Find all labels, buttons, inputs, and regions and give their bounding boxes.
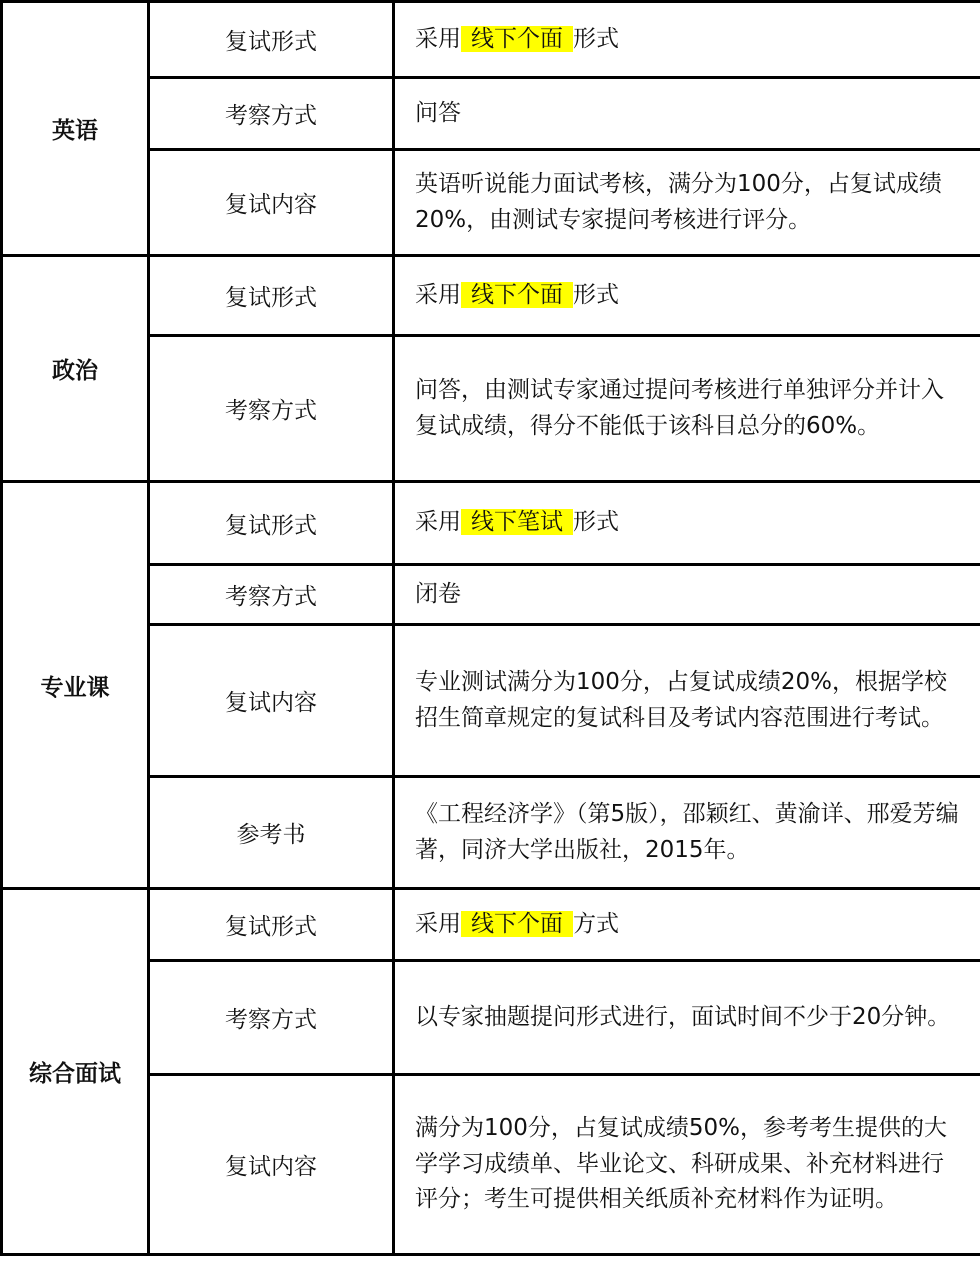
value-suffix: 形式 <box>573 25 619 52</box>
item-value: 问答 <box>394 78 980 150</box>
value-suffix: 形式 <box>573 281 619 308</box>
table-row <box>2 777 980 889</box>
item-label: 考察方式 <box>149 565 394 625</box>
item-value <box>394 482 980 565</box>
table-row <box>2 625 980 777</box>
highlight-mark: 线下个面 <box>461 282 573 308</box>
item-value: 专业测试满分为100分，占复试成绩20%，根据学校招生简章规定的复试科目及考试内容范围进行考试。 <box>394 625 980 777</box>
item-value: 以专家抽题提问形式进行，面试时间不少于20分钟。 <box>394 961 980 1075</box>
item-value <box>394 2 980 78</box>
item-label: 考察方式 <box>149 961 394 1075</box>
subject-cell: 英语 <box>2 2 149 256</box>
item-label: 复试形式 <box>149 2 394 78</box>
table-row <box>2 256 980 336</box>
highlight-mark: 线下笔试 <box>461 509 573 535</box>
item-value <box>394 889 980 961</box>
table-row <box>2 565 980 625</box>
item-value <box>394 256 980 336</box>
item-label: 参考书 <box>149 777 394 889</box>
table-row <box>2 1075 980 1255</box>
subject-cell: 综合面试 <box>2 889 149 1255</box>
item-label: 复试形式 <box>149 482 394 565</box>
table-row <box>2 2 980 78</box>
item-label: 考察方式 <box>149 336 394 482</box>
value-prefix: 采用 <box>415 509 461 536</box>
highlight-mark: 线下个面 <box>461 26 573 52</box>
item-value: 英语听说能力面试考核，满分为100分，占复试成绩20%，由测试专家提问考核进行评分。 <box>394 150 980 256</box>
table-row <box>2 336 980 482</box>
item-value: 满分为100分，占复试成绩50%，参考考生提供的大学学习成绩单、毕业论文、科研成果、补充材料进行评分；考生可提供相关纸质补充材料作为证明。 <box>394 1075 980 1255</box>
item-label: 复试形式 <box>149 889 394 961</box>
value-suffix: 形式 <box>573 509 619 536</box>
value-prefix: 采用 <box>415 281 461 308</box>
item-value: 《工程经济学》（第5版），邵颖红、黄渝详、邢爱芳编著，同济大学出版社，2015年。 <box>394 777 980 889</box>
item-label: 复试内容 <box>149 1075 394 1255</box>
subject-cell: 政治 <box>2 256 149 482</box>
item-label: 复试内容 <box>149 150 394 256</box>
value-suffix: 方式 <box>573 910 619 937</box>
subject-cell: 专业课 <box>2 482 149 889</box>
item-value: 问答，由测试专家通过提问考核进行单独评分并计入复试成绩，得分不能低于该科目总分的60%。 <box>394 336 980 482</box>
item-label: 考察方式 <box>149 78 394 150</box>
item-label: 复试内容 <box>149 625 394 777</box>
value-prefix: 采用 <box>415 25 461 52</box>
table-row <box>2 889 980 961</box>
item-value: 闭卷 <box>394 565 980 625</box>
table-row <box>2 78 980 150</box>
table-row <box>2 482 980 565</box>
table-row <box>2 961 980 1075</box>
highlight-mark: 线下个面 <box>461 911 573 937</box>
table-row <box>2 150 980 256</box>
value-prefix: 采用 <box>415 910 461 937</box>
item-label: 复试形式 <box>149 256 394 336</box>
